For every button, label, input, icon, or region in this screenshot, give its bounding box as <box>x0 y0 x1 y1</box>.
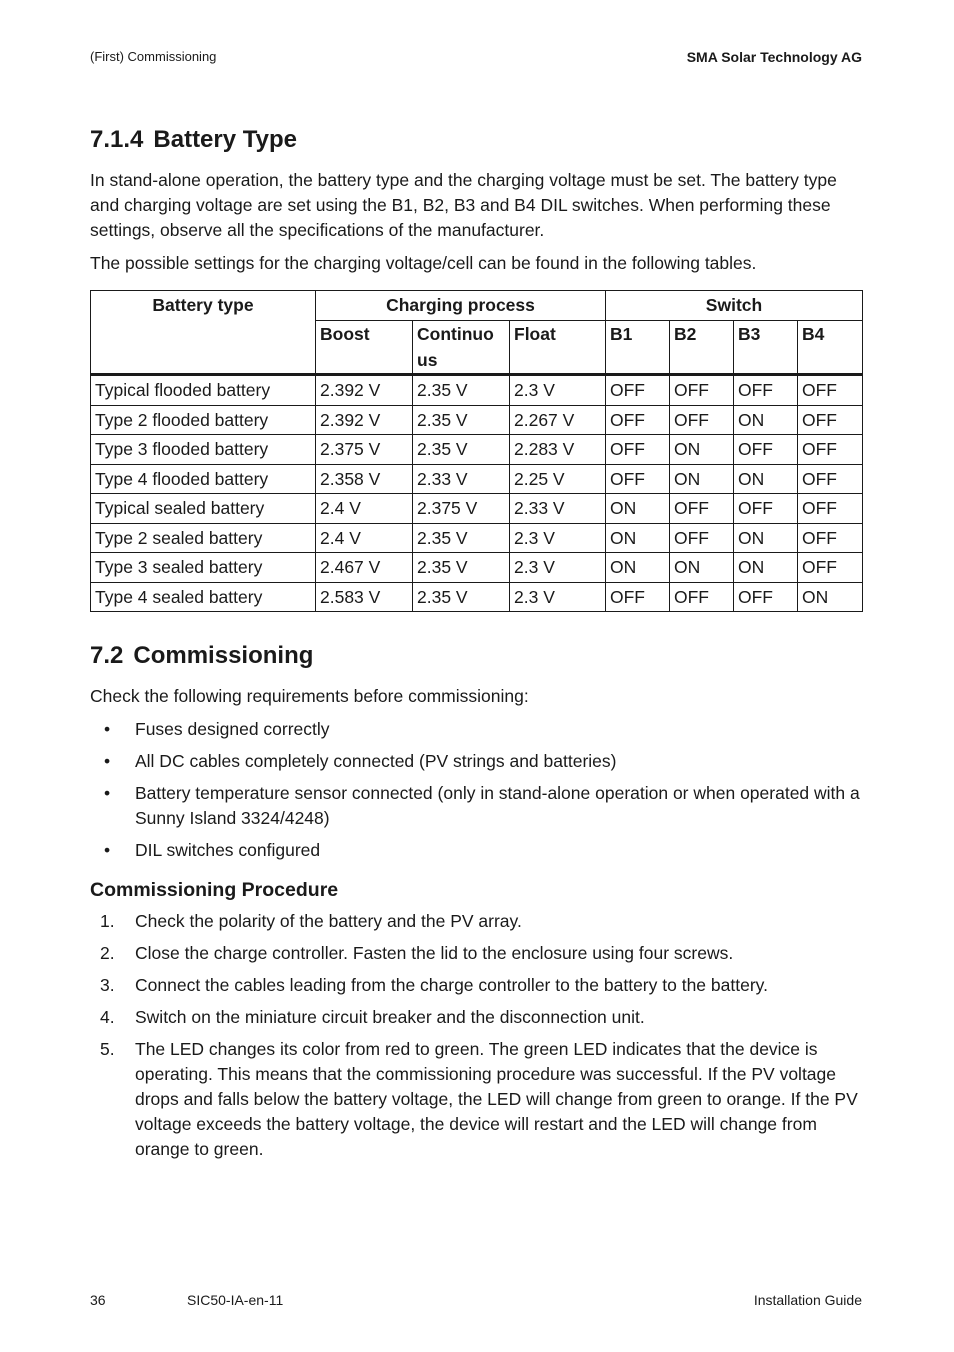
table-row <box>91 582 863 612</box>
table-cell: OFF <box>606 405 670 435</box>
table-row <box>91 405 863 435</box>
table-head-battery-type: Battery type <box>91 291 316 375</box>
table-cell: 2.35 V <box>413 523 510 553</box>
table-cell: 2.4 V <box>316 494 413 524</box>
table-cell: Type 4 flooded battery <box>91 464 316 494</box>
table-cell: 2.583 V <box>316 582 413 612</box>
table-cell: 2.467 V <box>316 553 413 583</box>
table-cell: OFF <box>734 494 798 524</box>
table-cell: OFF <box>798 435 863 465</box>
step-number: 3. <box>100 975 115 995</box>
table-cell: ON <box>670 464 734 494</box>
table-cell: 2.3 V <box>510 523 606 553</box>
table-cell: OFF <box>670 405 734 435</box>
table-head-charging-process: Charging process <box>316 291 606 321</box>
table-cell: Typical flooded battery <box>91 375 316 406</box>
commissioning-intro: Check the following requirements before commissioning: <box>90 686 529 706</box>
step-text: Switch on the miniature circuit breaker and the disconnection unit. <box>135 1007 645 1027</box>
table-cell: Type 2 sealed battery <box>91 523 316 553</box>
table-row <box>91 553 863 583</box>
heading-number: 7.1.4 <box>90 126 144 153</box>
step-number: 5. <box>100 1039 115 1059</box>
guide-title: Installation Guide <box>753 1292 862 1308</box>
table-cell: OFF <box>670 582 734 612</box>
table-row <box>91 523 863 553</box>
table-cell: Type 3 flooded battery <box>91 435 316 465</box>
procedure-steps <box>90 909 862 1162</box>
table-cell: ON <box>606 494 670 524</box>
table-cell: Typical sealed battery <box>91 494 316 524</box>
table-cell: ON <box>734 464 798 494</box>
page-header <box>90 49 862 69</box>
table-head-b4: B4 <box>798 321 863 375</box>
requirements-list <box>90 717 862 863</box>
table-cell: 2.392 V <box>316 405 413 435</box>
table-cell: 2.283 V <box>510 435 606 465</box>
table-cell: OFF <box>606 375 670 406</box>
table-cell: 2.35 V <box>413 582 510 612</box>
document-code: SIC50-IA-en-11 <box>187 1292 284 1308</box>
page-content <box>90 124 862 1169</box>
table-cell: 2.33 V <box>510 494 606 524</box>
table-cell: 2.33 V <box>413 464 510 494</box>
table-cell: OFF <box>798 553 863 583</box>
bullet-icon: • <box>104 751 111 771</box>
table-row <box>91 375 863 406</box>
requirement-item <box>90 749 862 774</box>
table-cell: OFF <box>798 405 863 435</box>
requirement-text: DIL switches configured <box>135 840 321 860</box>
table-cell: Type 4 sealed battery <box>91 582 316 612</box>
table-cell: ON <box>734 523 798 553</box>
table-cell: 2.392 V <box>316 375 413 406</box>
table-cell: OFF <box>798 523 863 553</box>
procedure-step <box>90 941 862 966</box>
battery-type-paragraph-1: In stand-alone operation, the battery type and the charging voltage must be set. The battery type and charging voltage are set using the B1, B2, B3 and B4 DIL switches. When performing these settings, observe all the specifications of the manufacturer. <box>90 170 837 240</box>
table-cell: Type 3 sealed battery <box>91 553 316 583</box>
bullet-icon: • <box>104 783 111 803</box>
table-row <box>91 435 863 465</box>
table-cell: OFF <box>670 523 734 553</box>
step-text: The LED changes its color from red to green. The green LED indicates that the device is operating. This means that the commissioning procedure was successful. If the PV voltage drops and falls below the battery voltage, the LED will change from green to orange. If the PV voltage exceeds the battery voltage, the device will restart and the LED will change from orange to green. <box>135 1039 858 1159</box>
requirement-item <box>90 717 862 742</box>
table-row <box>91 494 863 524</box>
table-cell: Type 2 flooded battery <box>91 405 316 435</box>
requirement-item <box>90 838 862 863</box>
table-cell: 2.3 V <box>510 582 606 612</box>
table-cell: OFF <box>734 435 798 465</box>
heading-commissioning <box>90 640 862 672</box>
table-cell: ON <box>670 553 734 583</box>
table-cell: 2.375 V <box>413 494 510 524</box>
table-head-boost: Boost <box>316 321 413 375</box>
header-section: (First) Commissioning <box>90 49 217 64</box>
table-cell: 2.35 V <box>413 553 510 583</box>
step-text: Check the polarity of the battery and the PV array. <box>135 911 522 931</box>
step-number: 4. <box>100 1007 115 1027</box>
table-row <box>91 464 863 494</box>
bullet-icon: • <box>104 840 111 860</box>
table-cell: 2.25 V <box>510 464 606 494</box>
step-number: 2. <box>100 943 115 963</box>
procedure-step <box>90 973 862 998</box>
table-cell: 2.358 V <box>316 464 413 494</box>
table-cell: OFF <box>606 464 670 494</box>
table-cell: OFF <box>734 375 798 406</box>
table-cell: OFF <box>606 435 670 465</box>
battery-type-paragraph-2: The possible settings for the charging voltage/cell can be found in the following tables. <box>90 253 757 273</box>
procedure-step <box>90 1005 862 1030</box>
table-cell: 2.375 V <box>316 435 413 465</box>
heading-title: Commissioning <box>133 642 314 669</box>
table-cell: 2.35 V <box>413 375 510 406</box>
step-number: 1. <box>100 911 115 931</box>
table-cell: OFF <box>606 582 670 612</box>
table-cell: OFF <box>798 375 863 406</box>
procedure-heading: Commissioning Procedure <box>90 879 339 901</box>
table-cell: 2.3 V <box>510 553 606 583</box>
requirement-item <box>90 781 862 831</box>
table-head-b1: B1 <box>606 321 670 375</box>
table-head-b2: B2 <box>670 321 734 375</box>
table-body <box>91 375 863 612</box>
procedure-step <box>90 909 862 934</box>
table-head-float: Float <box>510 321 606 375</box>
table-cell: OFF <box>798 464 863 494</box>
table-cell: OFF <box>798 494 863 524</box>
step-text: Connect the cables leading from the charge controller to the battery to the battery. <box>135 975 768 995</box>
page-number: 36 <box>90 1292 106 1308</box>
table-cell: OFF <box>734 582 798 612</box>
table-cell: ON <box>734 405 798 435</box>
table-cell: ON <box>734 553 798 583</box>
requirement-text: All DC cables completely connected (PV strings and batteries) <box>135 751 617 771</box>
heading-title: Battery Type <box>153 126 297 153</box>
procedure-step <box>90 1037 862 1162</box>
table-cell: ON <box>606 523 670 553</box>
table-cell: 2.4 V <box>316 523 413 553</box>
table-head-continuous: Continuo us <box>413 321 510 375</box>
table-head-switch: Switch <box>606 291 863 321</box>
table-cell: OFF <box>670 375 734 406</box>
table-cell: ON <box>798 582 863 612</box>
page-footer <box>90 1292 862 1312</box>
table-cell: ON <box>606 553 670 583</box>
step-text: Close the charge controller. Fasten the lid to the enclosure using four screws. <box>135 943 734 963</box>
table-cell: OFF <box>670 494 734 524</box>
table-cell: 2.3 V <box>510 375 606 406</box>
table-cell: 2.35 V <box>413 405 510 435</box>
header-company: SMA Solar Technology AG <box>686 49 862 65</box>
table-head-b3: B3 <box>734 321 798 375</box>
heading-number: 7.2 <box>90 642 124 669</box>
table-cell: 2.35 V <box>413 435 510 465</box>
battery-type-table <box>90 290 863 612</box>
requirement-text: Fuses designed correctly <box>135 719 330 739</box>
bullet-icon: • <box>104 719 111 739</box>
requirement-text: Battery temperature sensor connected (only in stand-alone operation or when operated with a Sunny Island 3324/4248) <box>135 783 860 828</box>
heading-battery-type <box>90 124 862 156</box>
table-cell: 2.267 V <box>510 405 606 435</box>
table-cell: ON <box>670 435 734 465</box>
